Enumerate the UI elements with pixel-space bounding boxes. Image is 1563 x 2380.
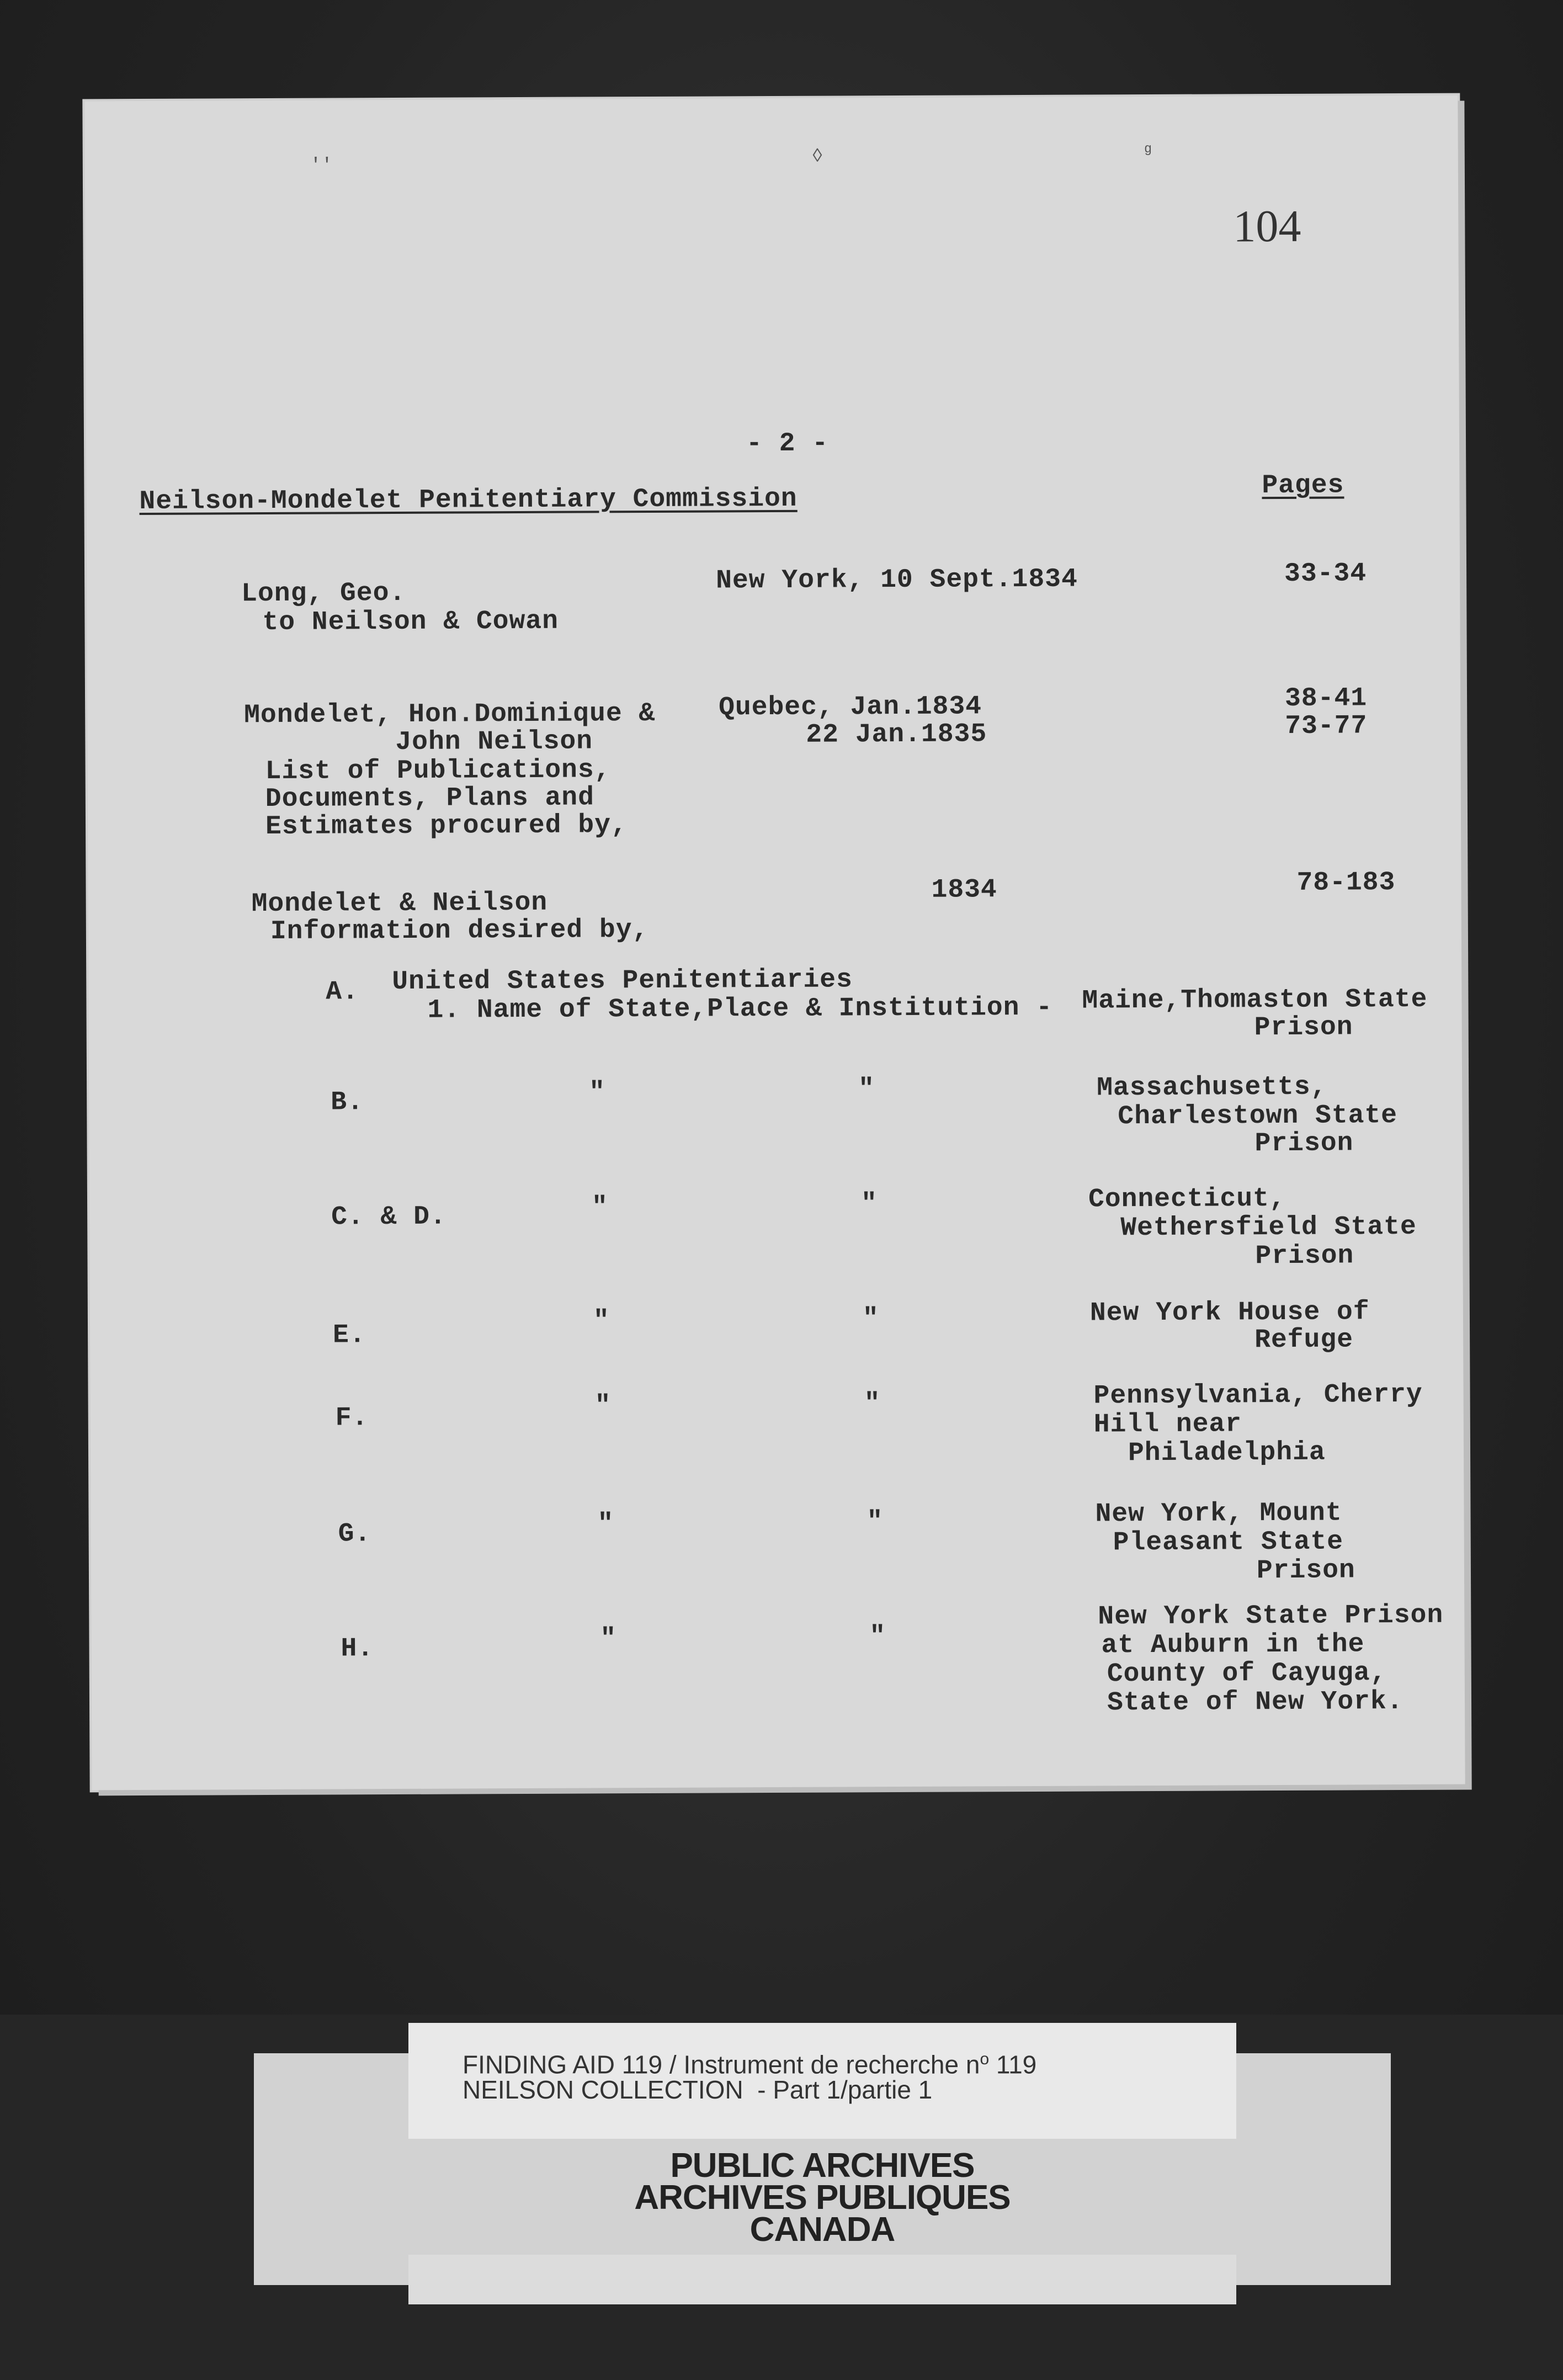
entry-pages: 38-41 [1284, 683, 1368, 714]
entry-pages: 33-34 [1284, 559, 1367, 589]
item-text: New York House of [1089, 1297, 1370, 1329]
item-text: at Auburn in the [1101, 1629, 1365, 1661]
item-text: Connecticut, [1088, 1183, 1286, 1215]
entry-name: Information desired by, [270, 915, 649, 947]
ditto-mark: " [866, 1507, 884, 1537]
item-text: Charlestown State [1118, 1101, 1398, 1132]
pages-column-header: Pages [1262, 470, 1344, 501]
item-text: Refuge [1254, 1325, 1354, 1356]
entry-pages: 73-77 [1285, 711, 1368, 741]
section-heading: Neilson-Mondelet Penitentiary Commission [139, 484, 798, 517]
entry-name: Mondelet & Neilson [251, 888, 548, 920]
entry-name: to Neilson & Cowan [262, 606, 559, 638]
entry-place-date: Quebec, Jan.1834 [719, 692, 982, 723]
item-letter: F. [335, 1403, 369, 1433]
finding-aid-line-1 [462, 2045, 1036, 2079]
sub-item: 1. Name of State,Place & Institution - [427, 992, 1053, 1026]
ditto-mark: " [591, 1192, 609, 1223]
sub-heading: United States Penitentiaries [392, 965, 853, 997]
item-text: Prison [1254, 1012, 1353, 1043]
item-text: Massachusetts, [1097, 1072, 1327, 1103]
archives-stamp-line-2: ARCHIVES PUBLIQUES [634, 2179, 1011, 2217]
sheet-number: - 2 - [746, 428, 829, 459]
finding-aid-number: 119 [989, 2050, 1037, 2079]
ditto-mark: " [597, 1509, 614, 1539]
item-letter: G. [338, 1519, 371, 1549]
ditto-mark: " [594, 1391, 612, 1421]
entry-name: Mondelet, Hon.Dominique & [244, 698, 656, 731]
ditto-mark: " [864, 1389, 881, 1419]
finding-aid-text: FINDING AID 119 / Instrument de recherche n [462, 2050, 980, 2079]
entry-name: Estimates procured by, [265, 810, 628, 842]
entry-pages: 78-183 [1296, 868, 1396, 898]
item-letter: B. [331, 1087, 364, 1118]
speck-mark: ʹʹ [310, 155, 333, 177]
page-number: 104 [1233, 200, 1301, 252]
entry-place-date: 1834 [931, 875, 997, 905]
item-text: Hill near [1093, 1409, 1242, 1440]
archives-stamp-line-1: PUBLIC ARCHIVES [670, 2147, 975, 2185]
entry-place-date: New York, 10 Sept.1834 [716, 564, 1078, 596]
item-text: State of New York. [1107, 1687, 1403, 1718]
item-text: Prison [1256, 1555, 1355, 1586]
finding-aid-line-2: NEILSON COLLECTION - Part 1/partie 1 [462, 2075, 933, 2104]
item-text: County of Cayuga, [1107, 1658, 1387, 1690]
item-text: Maine,Thomaston State [1082, 984, 1428, 1016]
ditto-mark: " [589, 1077, 606, 1108]
item-text: Prison [1255, 1241, 1354, 1272]
item-text: Pleasant State [1113, 1527, 1344, 1558]
ditto-mark: " [593, 1306, 610, 1336]
item-letter: C. & D. [331, 1202, 446, 1232]
ditto-mark: " [860, 1189, 878, 1219]
ditto-mark: " [858, 1074, 875, 1104]
archives-stamp-line-3: CANADA [749, 2211, 895, 2249]
item-text: Wethersfield State [1120, 1212, 1417, 1244]
entry-name: Long, Geo. [241, 578, 406, 609]
item-text: New York, Mount [1095, 1498, 1342, 1529]
item-text: Pennsylvania, Cherry [1093, 1379, 1423, 1411]
speck-mark: ◊ [811, 146, 823, 168]
item-text: Philadelphia [1128, 1437, 1326, 1469]
finding-aid-superscript: o [980, 2050, 990, 2068]
speck-mark: ᵍ [1142, 141, 1154, 163]
ditto-mark: " [862, 1304, 879, 1334]
item-letter: E. [332, 1320, 366, 1351]
entry-name: List of Publications, [265, 755, 611, 787]
label-bottom-strip [408, 2255, 1236, 2304]
item-text: Prison [1254, 1128, 1354, 1159]
item-text: New York State Prison [1098, 1600, 1444, 1632]
entry-name: Documents, Plans and [265, 783, 595, 815]
item-letter: A. [326, 977, 359, 1007]
ditto-mark: " [869, 1622, 886, 1652]
ditto-mark: " [600, 1624, 617, 1654]
entry-place-date: 22 Jan.1835 [806, 719, 987, 750]
document-page [84, 95, 1465, 1791]
entry-name: John Neilson [395, 726, 593, 757]
item-letter: H. [341, 1634, 374, 1664]
